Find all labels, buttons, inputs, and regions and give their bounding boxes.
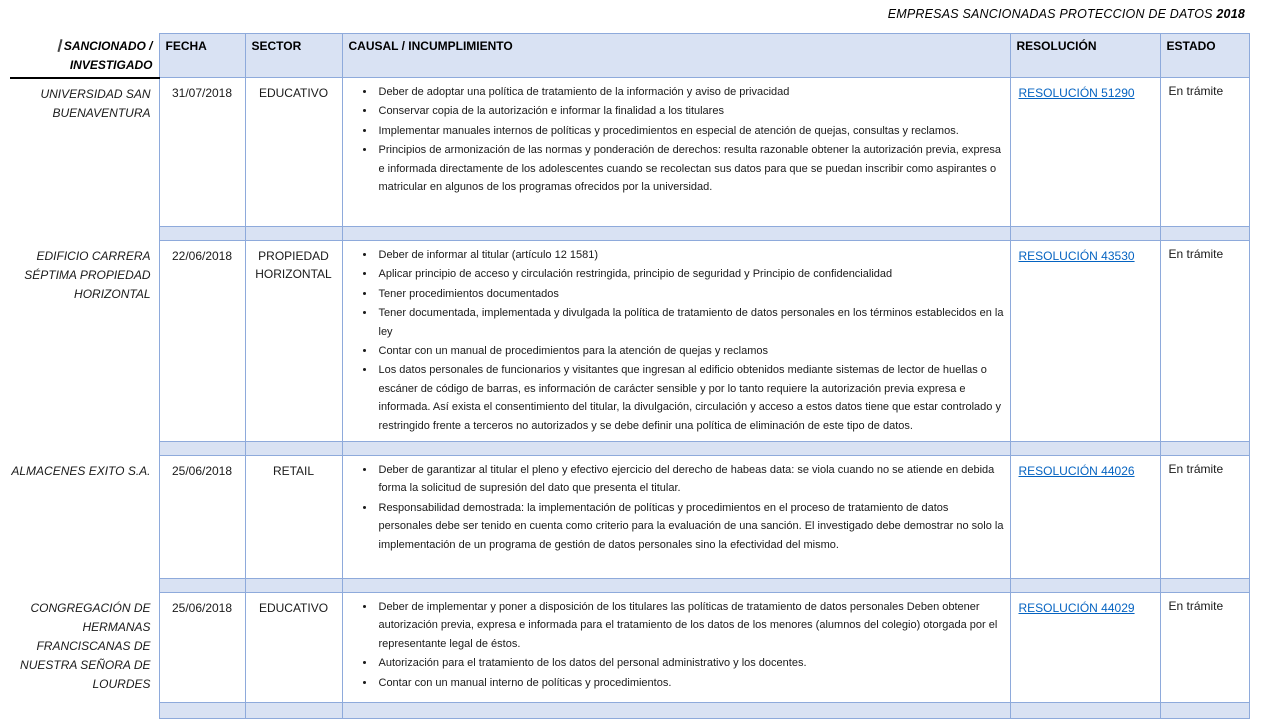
causal-item: • Principios de armonización de las normas y ponderación de derechos: resulta razonable obtener la autorización previa, expresa e informada directamente de los adolescentes cuando se recolectan sus datos para que se puedan inscribir como aspirantes o matricular en algunos de los programas ofrecidos por la universidad. (376, 141, 1010, 196)
separator-cell (245, 703, 342, 719)
separator-row (10, 442, 1249, 456)
cell-causal (342, 593, 1010, 703)
cell-estado: En trámite (1160, 78, 1249, 227)
separator-cell (1010, 227, 1160, 241)
causal-item: • Deber de garantizar al titular el pleno y efectivo ejercicio del derecho de habeas data: se viola cuando no se atiende en debida forma la solicitud de supresión del dato que presenta el titular. (376, 461, 1010, 498)
cell-sancionado: UNIVERSIDAD SAN BUENAVENTURA (10, 78, 159, 227)
causal-list (343, 598, 1010, 692)
cell-causal (342, 78, 1010, 227)
separator-cell (1010, 579, 1160, 593)
col-header-sancionado (10, 34, 159, 78)
col-header-causal: CAUSAL / INCUMPLIMIENTO (342, 34, 1010, 78)
causal-item: • Contar con un manual de procedimientos para la atención de quejas y reclamos (376, 342, 1010, 360)
document-title (888, 7, 1245, 21)
cell-sector: PROPIEDAD HORIZONTAL (245, 241, 342, 442)
cell-sector: EDUCATIVO (245, 593, 342, 703)
causal-item: • Responsabilidad demostrada: la implementación de políticas y procedimientos en el proceso de tratamiento de datos personales debe ser tenido en cuenta como criterio para la evaluación de una sanción. El investigado debe demostrar no solo la implementación de un programa de gestión de datos personales sino la efectividad del mismo. (376, 499, 1010, 554)
cell-resolucion (1010, 456, 1160, 579)
causal-item: • Contar con un manual interno de políticas y procedimientos. (376, 674, 1010, 692)
separator-cell (1010, 703, 1160, 719)
causal-list (343, 246, 1010, 435)
table-header-row (10, 34, 1249, 78)
causal-item: • Los datos personales de funcionarios y visitantes que ingresan al edificio obtenidos mediante sistemas de lector de huellas o escáner de código de barras, es información de carácter sensible y por lo tanto requiere la autorización previa expresa e informada. Así exista el consentimiento del titular, la divulgación, circulación y acceso a estos datos tiene que estar controlado y restringido frente a terceros no autorizados y se debe definir una política de eliminación de este tipo de datos. (376, 361, 1010, 435)
separator-cell (342, 442, 1010, 456)
separator-cell (159, 579, 245, 593)
separator-cell (159, 227, 245, 241)
separator-cell (245, 442, 342, 456)
cell-causal (342, 456, 1010, 579)
separator-cell (10, 442, 159, 456)
resolution-link[interactable]: RESOLUCIÓN 51290 (1018, 86, 1135, 100)
causal-item: • Implementar manuales internos de políticas y procedimientos en especial de atención de quejas, consultas y reclamos. (376, 122, 1010, 140)
col-header-sancionado-label: SANCIONADO / INVESTIGADO (63, 38, 153, 72)
separator-cell (245, 227, 342, 241)
separator-row (10, 227, 1249, 241)
cell-sancionado: CONGREGACIÓN DE HERMANAS FRANCISCANAS DE NUESTRA SEÑORA DE LOURDES (10, 593, 159, 703)
cell-estado: En trámite (1160, 241, 1249, 442)
document-title-text: EMPRESAS SANCIONADAS PROTECCION DE DATOS (887, 7, 1213, 21)
cell-estado: En trámite (1160, 593, 1249, 703)
sanctions-table (10, 33, 1250, 719)
separator-cell (1160, 579, 1249, 593)
text-cursor (58, 39, 63, 52)
causal-item: • Deber de implementar y poner a disposición de los titulares las políticas de tratamiento de datos personales Deben obtener autorización previa, expresa e informada para el tratamiento de los datos de los menores (alumnos del colegio) otorgada por el representante legal de éstos. (376, 598, 1010, 653)
cell-resolucion (1010, 593, 1160, 703)
separator-cell (159, 442, 245, 456)
causal-item: • Tener procedimientos documentados (376, 285, 1010, 303)
separator-cell (245, 579, 342, 593)
col-header-fecha: FECHA (159, 34, 245, 78)
cell-sector: EDUCATIVO (245, 78, 342, 227)
document-title-year: 2018 (1216, 7, 1245, 21)
separator-cell (342, 703, 1010, 719)
separator-cell (1160, 227, 1249, 241)
separator-cell (1160, 703, 1249, 719)
causal-list (343, 461, 1010, 554)
col-header-resolucion: RESOLUCIÓN (1010, 34, 1160, 78)
separator-row (10, 703, 1249, 719)
causal-item: • Tener documentada, implementada y divulgada la política de tratamiento de datos personales en los términos establecidos en la ley (376, 304, 1010, 341)
cell-resolucion (1010, 78, 1160, 227)
cell-fecha: 25/06/2018 (159, 593, 245, 703)
cell-sancionado: EDIFICIO CARRERA SÉPTIMA PROPIEDAD HORIZONTAL (10, 241, 159, 442)
separator-cell (10, 703, 159, 719)
separator-cell (342, 579, 1010, 593)
resolution-link[interactable]: RESOLUCIÓN 44029 (1018, 601, 1135, 615)
separator-cell (10, 227, 159, 241)
col-header-estado: ESTADO (1160, 34, 1249, 78)
causal-item: • Conservar copia de la autorización e informar la finalidad a los titulares (376, 102, 1010, 120)
cell-resolucion (1010, 241, 1160, 442)
causal-list (343, 83, 1010, 196)
resolution-link[interactable]: RESOLUCIÓN 43530 (1018, 249, 1135, 263)
cell-fecha: 25/06/2018 (159, 456, 245, 579)
causal-item: • Aplicar principio de acceso y circulación restringida, principio de seguridad y Principio de confidencialidad (376, 265, 1010, 283)
table-row (10, 456, 1249, 579)
cell-estado: En trámite (1160, 456, 1249, 579)
col-header-sector: SECTOR (245, 34, 342, 78)
separator-cell (342, 227, 1010, 241)
separator-cell (1160, 442, 1249, 456)
separator-cell (159, 703, 245, 719)
separator-cell (1010, 442, 1160, 456)
cell-causal (342, 241, 1010, 442)
separator-cell (10, 579, 159, 593)
cell-sancionado: ALMACENES EXITO S.A. (10, 456, 159, 579)
table-row (10, 593, 1249, 703)
causal-item: • Deber de informar al titular (artículo 12 1581) (376, 246, 1010, 264)
separator-row (10, 579, 1249, 593)
cell-fecha: 22/06/2018 (159, 241, 245, 442)
table-row (10, 241, 1249, 442)
table-row (10, 78, 1249, 227)
cell-sector: RETAIL (245, 456, 342, 579)
cell-fecha: 31/07/2018 (159, 78, 245, 227)
resolution-link[interactable]: RESOLUCIÓN 44026 (1018, 464, 1135, 478)
causal-item: • Autorización para el tratamiento de los datos del personal administrativo y los docentes. (376, 654, 1010, 672)
causal-item: • Deber de adoptar una política de tratamiento de la información y aviso de privacidad (376, 83, 1010, 101)
